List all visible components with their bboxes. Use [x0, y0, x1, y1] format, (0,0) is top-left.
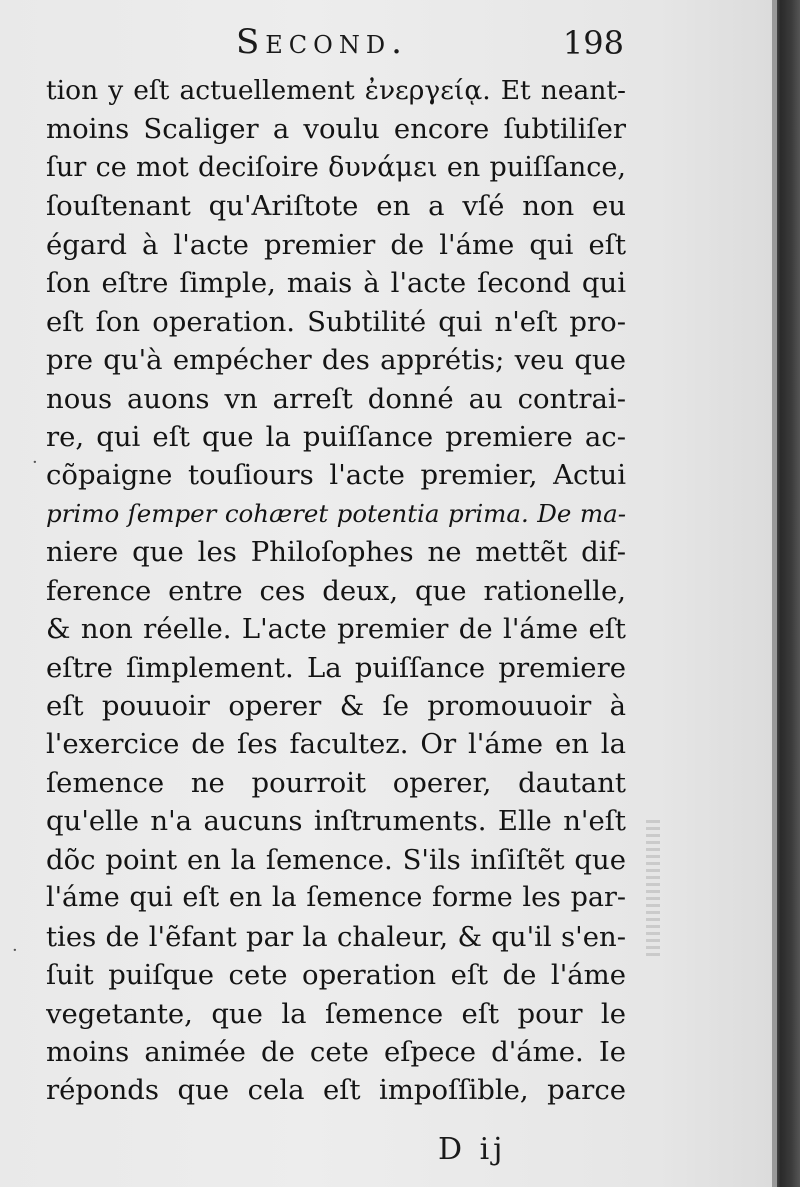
text-line: égard à l'acte premier de l'áme qui eſt — [46, 228, 626, 261]
text-line: re, qui eſt que la puiſſance premiere ac- — [46, 420, 626, 453]
text-line: ſemence ne pourroit operer, dautant — [46, 766, 626, 799]
text-line: tion y eſt actuellement ἐνεργείᾳ. Et neant- — [46, 75, 626, 106]
text-line: moins animée de cete eſpece d'áme. Ie — [46, 1035, 626, 1068]
text-line: nous auons vn arreſt donné au contrai- — [46, 382, 626, 415]
text-line: ſur ce mot deciſoire δυνάμει en puiſſance, — [46, 151, 626, 183]
text-line: ſouſtenant qu'Ariſtote en a vſé non eu — [46, 190, 626, 223]
text-line: ties de l'ẽfant par la chaleur, & qu'il s'en- — [46, 920, 626, 953]
text-line: l'exercice de ſes facultez. Or l'áme en la — [46, 728, 626, 761]
text-line: ſuit puiſque cete operation eſt de l'áme — [46, 959, 626, 992]
text-line: eſtre ſimplement. La puiſſance premiere — [46, 651, 626, 684]
text-line: l'áme qui eſt en la ſemence forme les par- — [46, 882, 626, 914]
text-line: ference entre ces deux, que rationelle, — [46, 574, 626, 607]
body-text — [46, 72, 626, 1110]
text-line: eſt pouuoir operer & ſe promouuoir à — [46, 690, 626, 722]
text-line: niere que les Philoſophes ne mettẽt dif- — [46, 536, 626, 569]
running-head: Second. — [236, 22, 408, 62]
text-line: dõc point en la ſemence. S'ils inſiſtẽt que — [46, 843, 626, 876]
text-line: eſt ſon operation. Subtilité qui n'eſt pro- — [46, 305, 626, 338]
text-line: & non réelle. L'acte premier de l'áme eſt — [46, 613, 626, 646]
page-number: 198 — [562, 24, 624, 62]
text-line: cõpaigne touſiours l'acte premier, Actui — [46, 459, 626, 492]
signature-mark: D ij — [438, 1132, 507, 1167]
text-line: ſon eſtre ſimple, mais à l'acte ſecond qui — [46, 267, 626, 300]
text-line: vegetante, que la ſemence eſt pour le — [46, 997, 626, 1030]
text-line: primo ſemper cohæret potentia prima. De ma- — [46, 498, 626, 528]
text-line: pre qu'à empécher des apprétis; veu que — [46, 344, 626, 377]
text-line: réponds que cela eſt impoſſible, parce — [46, 1074, 626, 1107]
text-line: moins Scaliger a voulu encore ſubtiliſer — [46, 113, 626, 146]
margin-smudge — [646, 820, 660, 960]
margin-dot: · — [12, 940, 18, 961]
book-spine-edge — [772, 0, 800, 1187]
margin-dot: · — [32, 452, 38, 473]
page-header — [48, 22, 624, 72]
text-line: qu'elle n'a aucuns inſtruments. Elle n'eſt — [46, 805, 626, 838]
